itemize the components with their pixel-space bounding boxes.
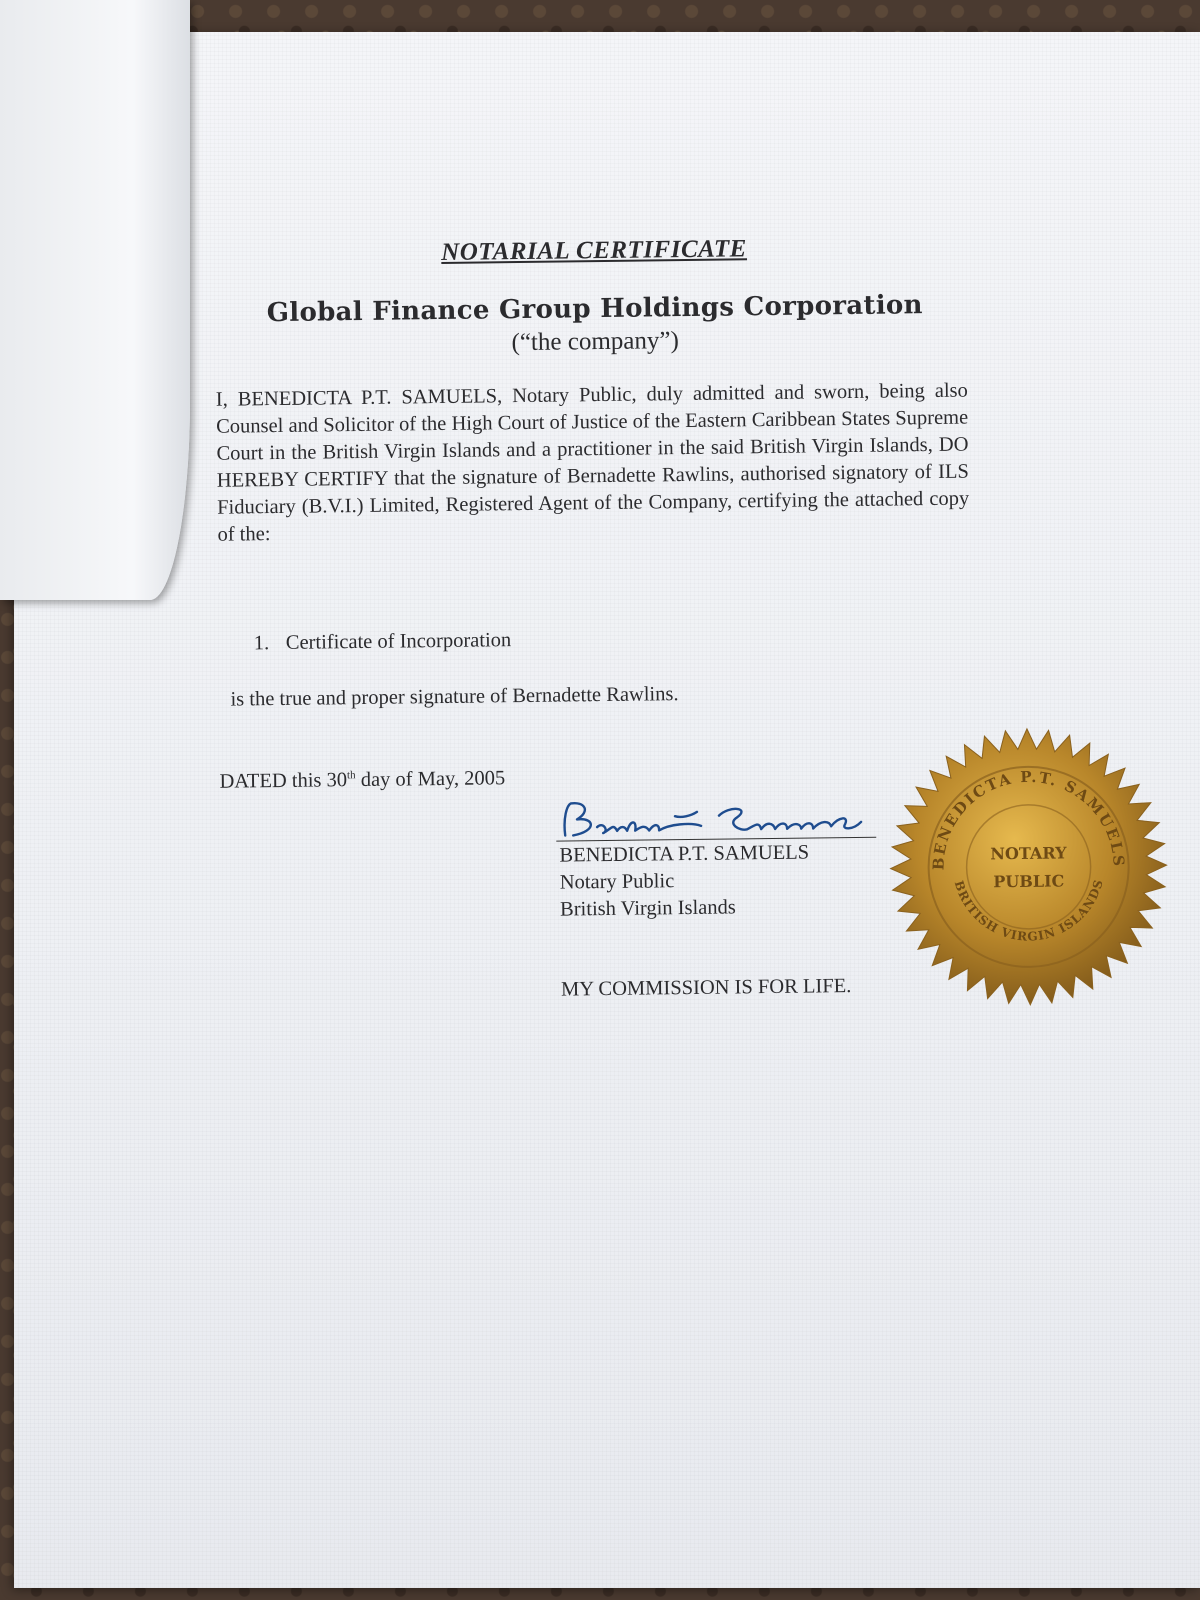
seal-outer-text: BENEDICTA P.T. SAMUELS <box>929 767 1128 871</box>
seal-bottom-text: BRITISH VIRGIN ISLANDS <box>951 877 1106 944</box>
commission-statement: MY COMMISSION IS FOR LIFE. <box>560 975 852 1001</box>
dated-prefix: DATED this 30 <box>219 769 348 793</box>
signer-name: BENEDICTA P.T. SAMUELS <box>559 841 810 867</box>
list-item <box>254 629 512 655</box>
dated-ordinal: th <box>346 769 356 782</box>
signer-role: Notary Public <box>559 870 675 894</box>
certification-paragraph: I, BENEDICTA P.T. SAMUELS, Notary Public, duly admitted and sworn, being also Counsel and Solicitor of the High Court of Justice of the Eastern Caribbean States Supreme Court in the British Virgin Islands and a practitioner in the said British Virgin Islands, DO HEREBY CERTIFY that the signature of Bernadette Rawlins, authorised signatory of ILS Fiduciary (B.V.I.) Limited, Registered Agent of the Company, certifying the attached copy of the: <box>215 379 970 546</box>
previous-page-corner <box>0 0 190 600</box>
list-item-number: 1. <box>253 632 270 655</box>
notary-seal-image <box>887 725 1170 1008</box>
company-name: Global Finance Group Holdings Corporation <box>266 290 923 329</box>
list-item-text: Certificate of Incorporation <box>285 629 512 654</box>
seal-inner-bottom: PUBLIC <box>993 871 1065 892</box>
signer-location: British Virgin Islands <box>559 896 736 921</box>
certification-statement: is the true and proper signature of Bernadette Rawlins. <box>230 683 679 711</box>
company-alias: (“the company”) <box>511 327 679 357</box>
dated-line <box>219 767 505 793</box>
certificate-page <box>14 32 1200 1588</box>
document-title: NOTARIAL CERTIFICATE <box>441 235 748 266</box>
dated-suffix: day of May, 2005 <box>355 767 506 792</box>
signer-block <box>559 840 810 924</box>
seal-inner-top: NOTARY <box>990 843 1067 864</box>
